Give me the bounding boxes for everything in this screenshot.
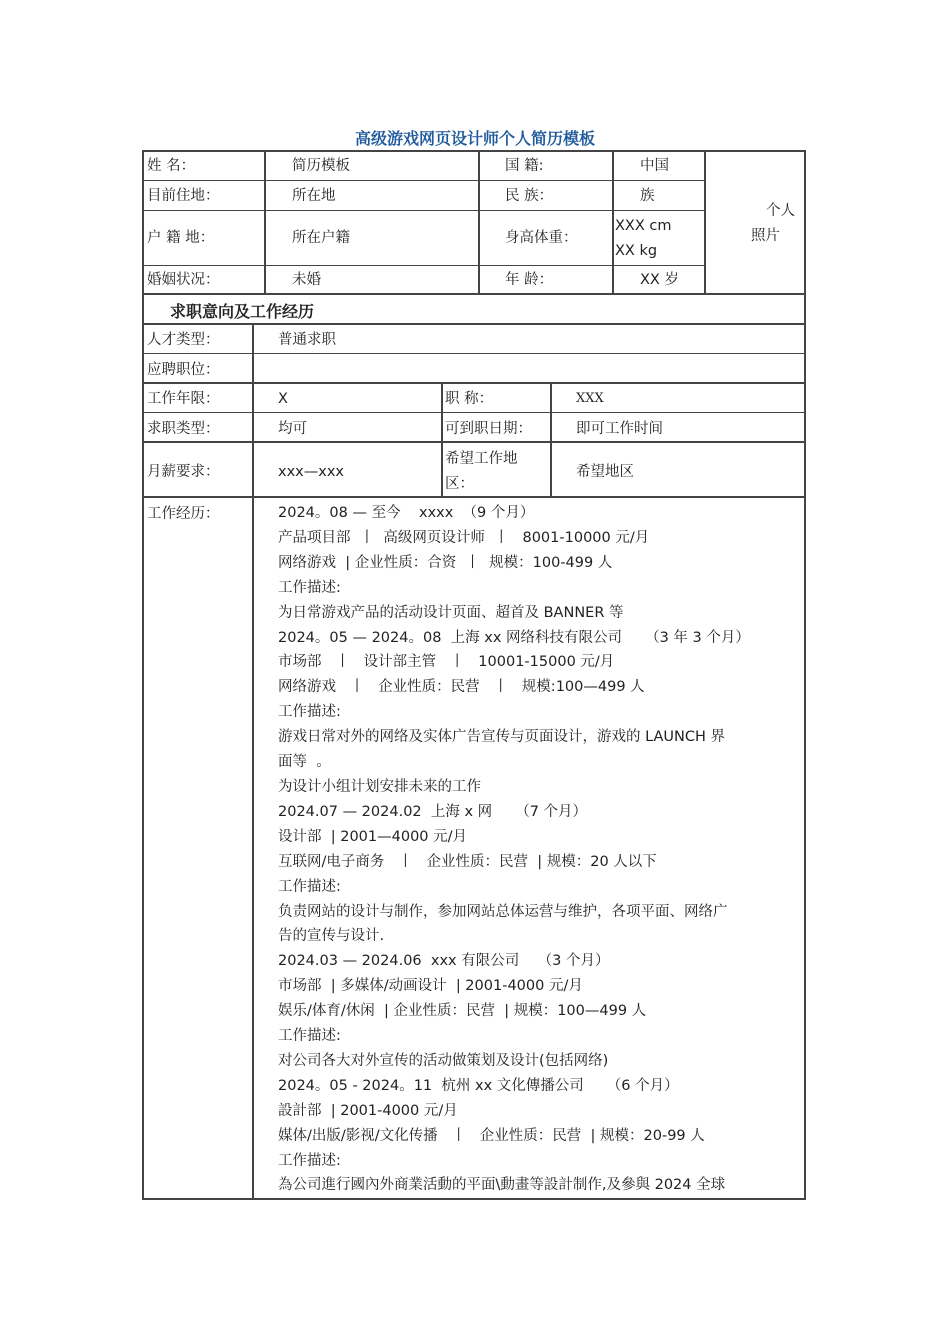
row-divider (143, 210, 705, 211)
col-divider (550, 382, 552, 496)
age-label: 年 龄： (505, 272, 554, 288)
start-date-label: 可到职日期： (445, 421, 532, 437)
experience-line: 为日常游戏产品的活动设计页面、超首及 BANNER 等 (278, 604, 624, 621)
experience-line: 负责网站的设计与制作，参加网站总体运营与维护，各项平面、网络广 (278, 903, 728, 920)
col-divider (264, 151, 266, 293)
marital-label: 婚姻状况： (147, 272, 220, 288)
experience-line: 設計部 | 2001-4000 元/月 (278, 1102, 458, 1119)
experience-line: 娱乐/体育/休闲 | 企业性质：民营 | 规模：100—499 人 (278, 1003, 647, 1020)
experience-line: 工作描述: (278, 1152, 341, 1169)
experience-line: 工作描述: (278, 579, 341, 596)
name-label: 姓 名： (147, 158, 196, 174)
row-divider (143, 293, 806, 295)
location-value: 希望地区 (576, 464, 634, 480)
hukou-value: 所在户籍 (292, 230, 350, 246)
ethnicity-value: 族 (640, 188, 655, 204)
experience-line: 2024。05 - 2024。11 杭州 xx 文化傳播公司 （6 个月） (278, 1077, 679, 1094)
row-divider (143, 353, 806, 354)
age-value: XX 岁 (640, 272, 679, 288)
weight-value: XX kg (615, 243, 658, 259)
years-label: 工作年限： (147, 391, 220, 407)
experience-line: 2024。08 — 至今 xxxx （9 个月） (278, 505, 535, 521)
name-value: 简历模板 (292, 158, 350, 174)
height-weight-label: 身高体重： (505, 230, 578, 246)
nationality-label: 国 籍: (505, 158, 544, 174)
experience-line: 设计部 | 2001—4000 元/月 (278, 828, 468, 845)
location-label-line2: 区： (445, 476, 474, 492)
row-divider (143, 496, 806, 498)
photo-placeholder-line1: 个人 (766, 203, 795, 219)
experience-line: 对公司各大对外宣传的活动做策划及设计(包括网络) (278, 1052, 609, 1069)
row-divider (143, 180, 705, 181)
experience-line: 2024。05 — 2024。08 上海 xx 网络科技有限公司 （3 年 3 个月） (278, 629, 750, 646)
talent-type-value: 普通求职 (278, 332, 336, 348)
height-value: XXX cm (615, 218, 672, 234)
col-divider (441, 382, 443, 496)
section-title: 求职意向及工作经历 (170, 302, 315, 321)
experience-line: 媒体/出版/影视/文化传播 丨 企业性质：民营 | 规模：20-99 人 (278, 1127, 705, 1144)
job-type-label: 求职类型： (147, 421, 220, 437)
nationality-value: 中国 (640, 158, 669, 174)
experience-line: 市场部 丨 设计部主管 丨 10001-15000 元/月 (278, 654, 615, 671)
residence-value: 所在地 (292, 188, 336, 204)
experience-line: 工作描述: (278, 704, 341, 721)
experience-list (278, 501, 798, 1198)
experience-line: 网络游戏 | 企业性质：合资 丨 规模：100-499 人 (278, 554, 613, 571)
job-type-value: 均可 (278, 421, 307, 437)
experience-line: 工作描述: (278, 878, 341, 895)
job-title-label: 职 称： (445, 391, 494, 407)
document-title: 高级游戏网页设计师个人简历模板 (354, 129, 595, 148)
position-label: 应聘职位： (147, 362, 220, 378)
hukou-label: 户 籍 地： (147, 230, 215, 246)
start-date-value: 即可工作时间 (576, 421, 663, 437)
experience-line: 面等 。 (278, 754, 331, 771)
experience-line: 游戏日常对外的网络及实体广告宣传与页面设计，游戏的 LAUNCH 界 (278, 729, 726, 746)
years-value: X (278, 391, 288, 407)
experience-line: 产品项目部 丨 高级网页设计师 丨 8001-10000 元/月 (278, 529, 650, 546)
experience-line: 为设计小组计划安排未来的工作 (278, 778, 481, 795)
location-label-line1: 希望工作地 (445, 451, 518, 467)
experience-line: 网络游戏 丨 企业性质：民营 丨 规模:100—499 人 (278, 679, 645, 696)
photo-placeholder-line2: 照片 (751, 228, 780, 244)
experience-line: 2024.07 — 2024.02 上海 x 网 （7 个月） (278, 803, 588, 820)
col-divider (704, 151, 706, 293)
experience-line: 市场部 | 多媒体/动画设计 | 2001-4000 元/月 (278, 978, 583, 995)
salary-value: xxx—xxx (278, 464, 344, 480)
ethnicity-label: 民 族： (505, 188, 554, 204)
col-divider (252, 323, 254, 1199)
job-title-value: XXX (576, 391, 604, 406)
row-divider (143, 323, 806, 325)
experience-line: 互联网/电子商务 丨 企业性质：民营 | 规模：20 人以下 (278, 853, 657, 870)
row-divider (143, 265, 705, 266)
row-divider (143, 382, 806, 384)
residence-label: 目前住地： (147, 188, 220, 204)
experience-line: 工作描述: (278, 1028, 341, 1045)
row-divider (143, 412, 806, 413)
col-divider (612, 151, 614, 293)
talent-type-label: 人才类型： (147, 332, 220, 348)
salary-label: 月薪要求： (147, 464, 220, 480)
experience-line: 告的宣传与设计. (278, 928, 385, 945)
experience-label: 工作经历： (147, 506, 220, 522)
experience-line: 為公司進行國內外商業活動的平面\動畫等設計制作,及參與 2024 全球 (278, 1177, 726, 1194)
row-divider (143, 441, 806, 443)
experience-line: 2024.03 — 2024.06 xxx 有限公司 （3 个月） (278, 953, 610, 970)
col-divider (478, 151, 480, 293)
marital-value: 未婚 (292, 272, 321, 288)
